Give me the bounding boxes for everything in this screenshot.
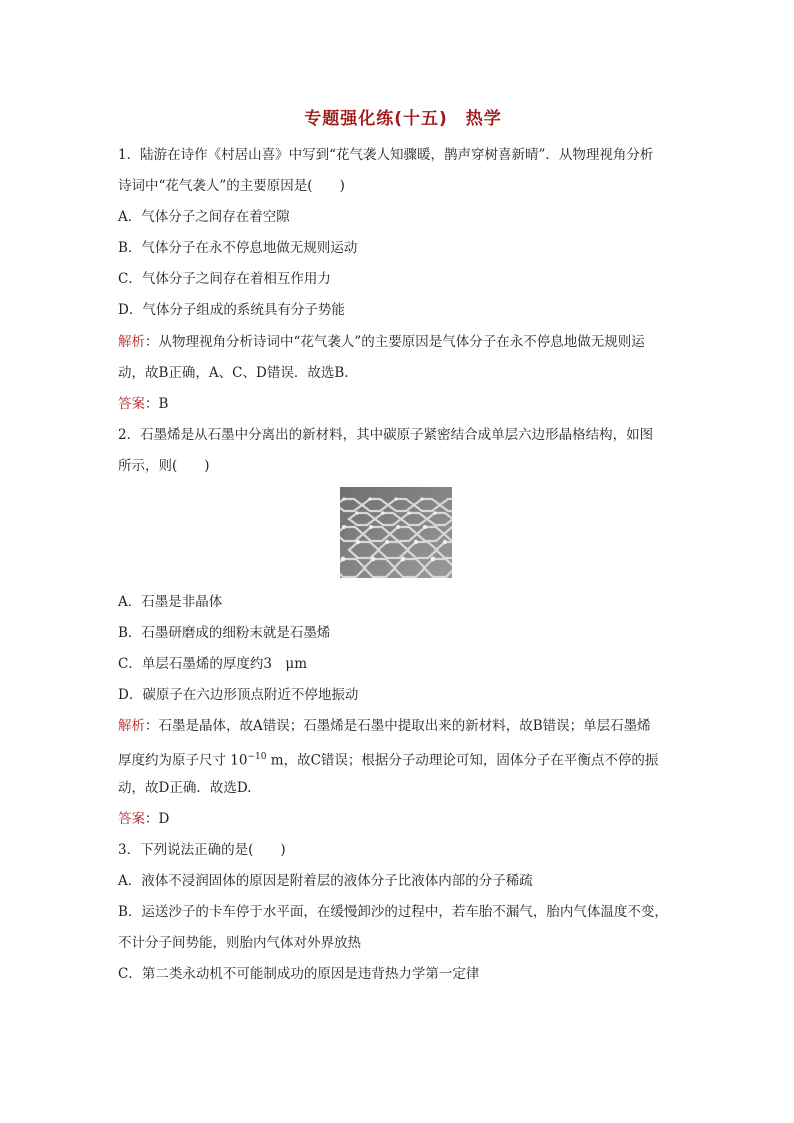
q2-stem-line-2: 所示，则( ) — [118, 458, 210, 474]
q2-answer-value: ：D — [145, 811, 170, 827]
q3-option-b-line-2: 不计分子间势能，则胎内气体对外界放热 — [118, 935, 361, 951]
q1-option-b: B．气体分子在永不停息地做无规则运动 — [118, 240, 358, 256]
q2-analysis-text-2b: m，故C错误；根据分子动理论可知，固体分子在平衡点不停的振 — [266, 752, 659, 769]
analysis-label: 解析 — [118, 334, 145, 350]
q3-option-c: C．第二类永动机不可能制成功的原因是违背热力学第一定律 — [118, 966, 480, 982]
q2-analysis-line-1 — [118, 716, 651, 736]
q1-option-c: C．气体分子之间存在着相互作用力 — [118, 271, 331, 287]
q2-analysis-text-1: ：石墨是晶体，故A错误；石墨烯是石墨中提取出来的新材料，故B错误；单层石墨烯 — [145, 718, 651, 734]
q3-option-b-line-1: B．运送沙子的卡车停于水平面，在缓慢卸沙的过程中，若车胎不漏气，胎内气体温度不变， — [118, 904, 668, 920]
q3-option-a: A．液体不浸润固体的原因是附着层的液体分子比液体内部的分子稀疏 — [118, 873, 533, 889]
analysis-label: 解析 — [118, 718, 145, 734]
q1-analysis-line-1 — [118, 332, 645, 352]
exponent: −10 — [247, 752, 267, 762]
q1-answer-value: ：B — [145, 396, 169, 412]
q2-option-b: B．石墨研磨成的细粉末就是石墨烯 — [118, 625, 331, 641]
q2-answer — [118, 809, 169, 829]
page-title: 专题强化练(十五) 热学 — [304, 109, 502, 129]
q2-analysis-text-2a: 厚度约为原子尺寸 10 — [118, 752, 248, 769]
q1-stem-line-2: 诗词中“花气袭人”的主要原因是( ) — [118, 178, 345, 194]
q1-stem-line-1: 1．陆游在诗作《村居山喜》中写到“花气袭人知骤暖，鹊声穿树喜新晴”．从物理视角分析 — [118, 147, 654, 163]
q2-stem-line-1: 2．石墨烯是从石墨中分离出的新材料，其中碳原子紧密结合成单层六边形晶格结构，如图 — [118, 427, 654, 443]
q1-answer — [118, 394, 168, 414]
q2-option-d: D．碳原子在六边形顶点附近不停地振动 — [118, 687, 359, 703]
q1-option-a: A．气体分子之间存在着空隙 — [118, 209, 290, 225]
q2-analysis-line-2 — [118, 747, 658, 771]
graphene-lattice-image — [340, 487, 452, 578]
q1-analysis-text-1: ：从物理视角分析诗词中“花气袭人”的主要原因是气体分子在永不停息地做无规则运 — [145, 334, 645, 350]
answer-label: 答案 — [118, 396, 145, 412]
q3-stem: 3．下列说法正确的是( ) — [118, 842, 286, 858]
answer-label: 答案 — [118, 811, 145, 827]
q2-analysis-line-3: 动，故D正确．故选D. — [118, 780, 252, 796]
q2-option-a: A．石墨是非晶体 — [118, 594, 223, 610]
q1-option-d: D．气体分子组成的系统具有分子势能 — [118, 302, 345, 318]
q2-option-c: C．单层石墨烯的厚度约3 μm — [118, 656, 307, 672]
q1-analysis-line-2: 动，故B正确，A、C、D错误．故选B. — [118, 365, 349, 381]
